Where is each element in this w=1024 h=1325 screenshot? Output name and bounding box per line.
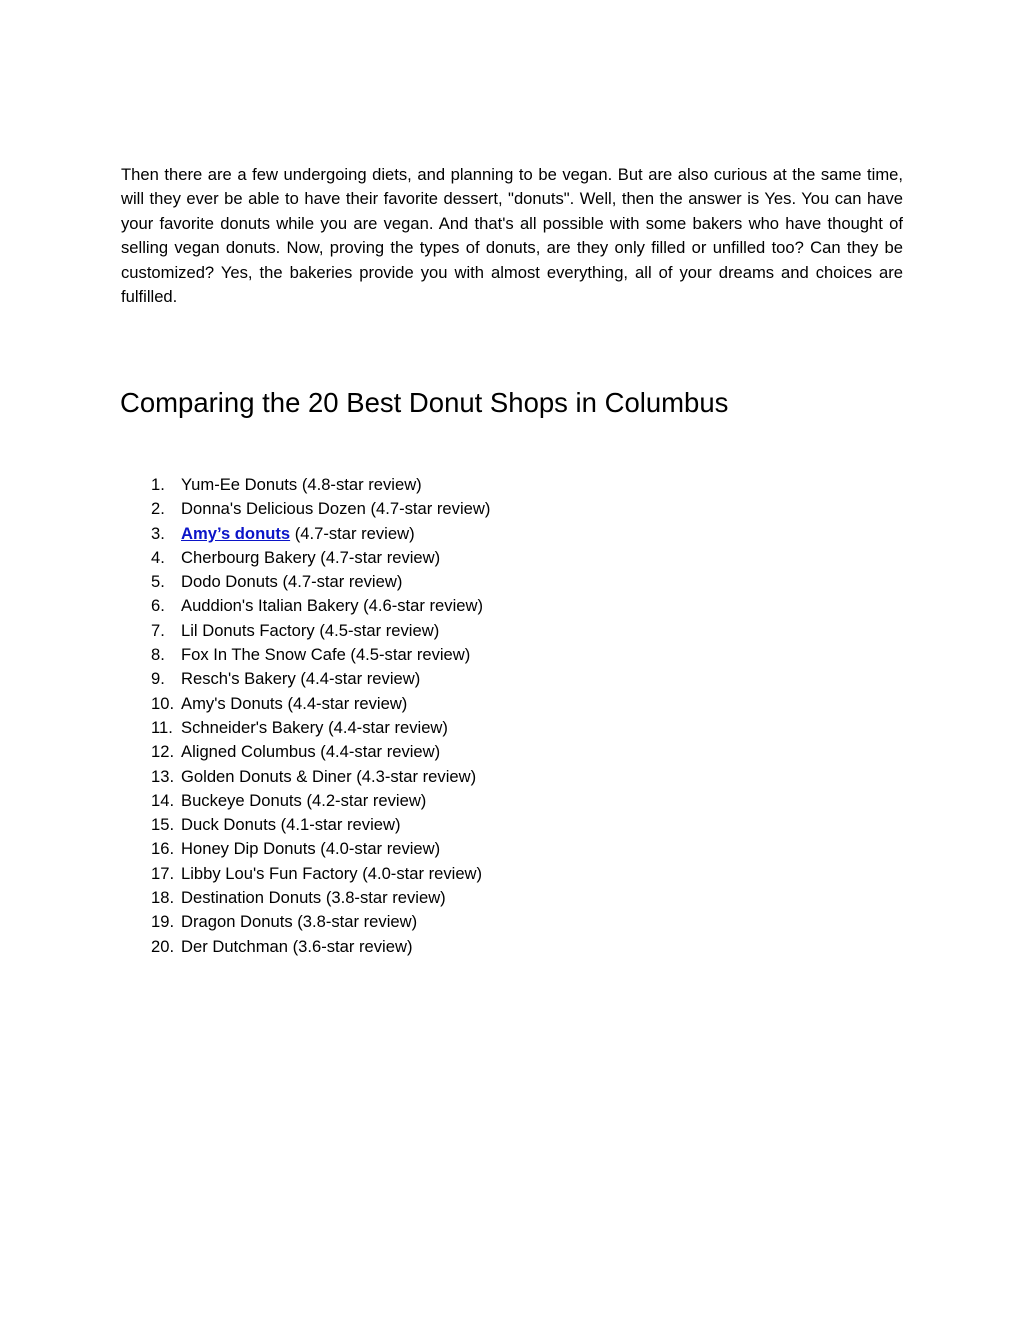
shop-name: Duck Donuts xyxy=(181,815,276,835)
list-item xyxy=(121,837,490,861)
list-number: 11. xyxy=(151,717,173,737)
shop-rating: (3.8-star review) xyxy=(297,912,418,932)
list-item xyxy=(121,619,490,643)
list-item xyxy=(121,497,490,521)
shop-name: Dodo Donuts xyxy=(181,572,278,592)
shop-rating: (4.4-star review) xyxy=(287,693,408,713)
list-number: 17. xyxy=(151,863,175,883)
shop-rating: (4.0-star review) xyxy=(362,863,483,883)
shop-rating: (4.7-star review) xyxy=(320,547,441,567)
section-heading: Comparing the 20 Best Donut Shops in Columbus xyxy=(120,387,729,418)
list-item xyxy=(121,765,490,789)
shop-name: Libby Lou's Fun Factory xyxy=(181,863,358,883)
list-item xyxy=(121,667,490,691)
shop-name: Yum-Ee Donuts xyxy=(181,475,298,494)
list-item xyxy=(121,643,490,667)
shop-rating: (4.6-star review) xyxy=(363,596,484,616)
list-item xyxy=(121,910,490,934)
list-item xyxy=(121,935,490,959)
shop-name: Donna's Delicious Dozen xyxy=(181,499,366,519)
list-item xyxy=(121,692,490,716)
list-number: 6. xyxy=(151,596,165,616)
list-item xyxy=(121,740,490,764)
list-number: 16. xyxy=(151,839,175,859)
shop-rating: (4.1-star review) xyxy=(280,815,401,835)
list-number: 19. xyxy=(151,912,175,932)
shop-rating: (4.2-star review) xyxy=(306,790,427,810)
shop-name: Der Dutchman xyxy=(181,936,288,956)
shop-name: Destination Donuts xyxy=(181,888,322,908)
list-item xyxy=(121,594,490,618)
shop-rating: (4.7-star review) xyxy=(282,572,403,592)
shop-name: Auddion's Italian Bakery xyxy=(181,596,359,616)
shop-rating: (4.5-star review) xyxy=(350,645,471,665)
list-item xyxy=(121,546,490,570)
shop-rating: (3.8-star review) xyxy=(325,888,446,908)
shop-name: Lil Donuts Factory xyxy=(181,620,315,640)
list-item xyxy=(121,862,490,886)
list-number: 13. xyxy=(151,766,175,786)
shop-name: Honey Dip Donuts xyxy=(181,839,316,859)
list-number: 10. xyxy=(151,693,175,713)
list-item xyxy=(121,813,490,837)
shop-rating: (4.4-star review) xyxy=(300,669,421,689)
list-number: 3. xyxy=(151,523,165,543)
list-item xyxy=(121,473,490,497)
list-number: 20. xyxy=(151,936,175,956)
donut-shop-list xyxy=(121,473,490,959)
shop-rating: (4.5-star review) xyxy=(319,620,440,640)
shop-name: Golden Donuts & Diner xyxy=(181,766,352,786)
shop-rating: (4.4-star review) xyxy=(320,742,441,762)
shop-rating: (4.0-star review) xyxy=(320,839,441,859)
list-number: 12. xyxy=(151,742,175,762)
list-number: 7. xyxy=(151,620,165,640)
shop-rating: (4.7-star review) xyxy=(370,499,491,519)
shop-name: Buckeye Donuts xyxy=(181,790,302,810)
list-item xyxy=(121,716,490,740)
shop-rating: (4.4-star review) xyxy=(328,717,448,737)
list-item xyxy=(121,570,490,594)
shop-rating: (4.7-star review) xyxy=(294,523,415,543)
list-number: 1. xyxy=(151,475,165,494)
shop-name: Fox In The Snow Cafe xyxy=(181,645,346,665)
shop-rating: (4.8-star review) xyxy=(301,475,422,494)
shop-link-amys-donuts[interactable]: Amy’s donuts xyxy=(181,523,291,543)
list-item xyxy=(121,522,490,546)
list-number: 9. xyxy=(151,669,165,689)
shop-rating: (3.6-star review) xyxy=(292,936,413,956)
list-number: 4. xyxy=(151,547,165,567)
shop-name: Schneider's Bakery xyxy=(181,717,324,737)
shop-name: Aligned Columbus xyxy=(181,742,316,762)
list-number: 18. xyxy=(151,888,175,908)
list-number: 14. xyxy=(151,790,175,810)
shop-rating: (4.3-star review) xyxy=(356,766,477,786)
list-number: 2. xyxy=(151,499,165,519)
intro-paragraph: Then there are a few undergoing diets, and planning to be vegan. But are also curious at the same time, will they ever be able to have their favorite dessert, "donuts". Well, then the answer is Yes. You can have your favorite donuts while you are vegan. And that's all possible with some bakers who have thought of selling vegan donuts. Now, proving the types of donuts, are they only filled or unfilled too? Can they be customized? Yes, the bakeries provide you with almost everything, all of your dreams and choices are fulfilled. xyxy=(121,165,903,307)
list-number: 8. xyxy=(151,645,165,665)
shop-name: Amy's Donuts xyxy=(181,693,283,713)
shop-name: Dragon Donuts xyxy=(181,912,293,932)
list-number: 15. xyxy=(151,815,175,835)
list-item xyxy=(121,789,490,813)
shop-name: Cherbourg Bakery xyxy=(181,547,316,567)
list-item xyxy=(121,886,490,910)
list-number: 5. xyxy=(151,572,165,592)
shop-name: Resch's Bakery xyxy=(181,669,296,689)
